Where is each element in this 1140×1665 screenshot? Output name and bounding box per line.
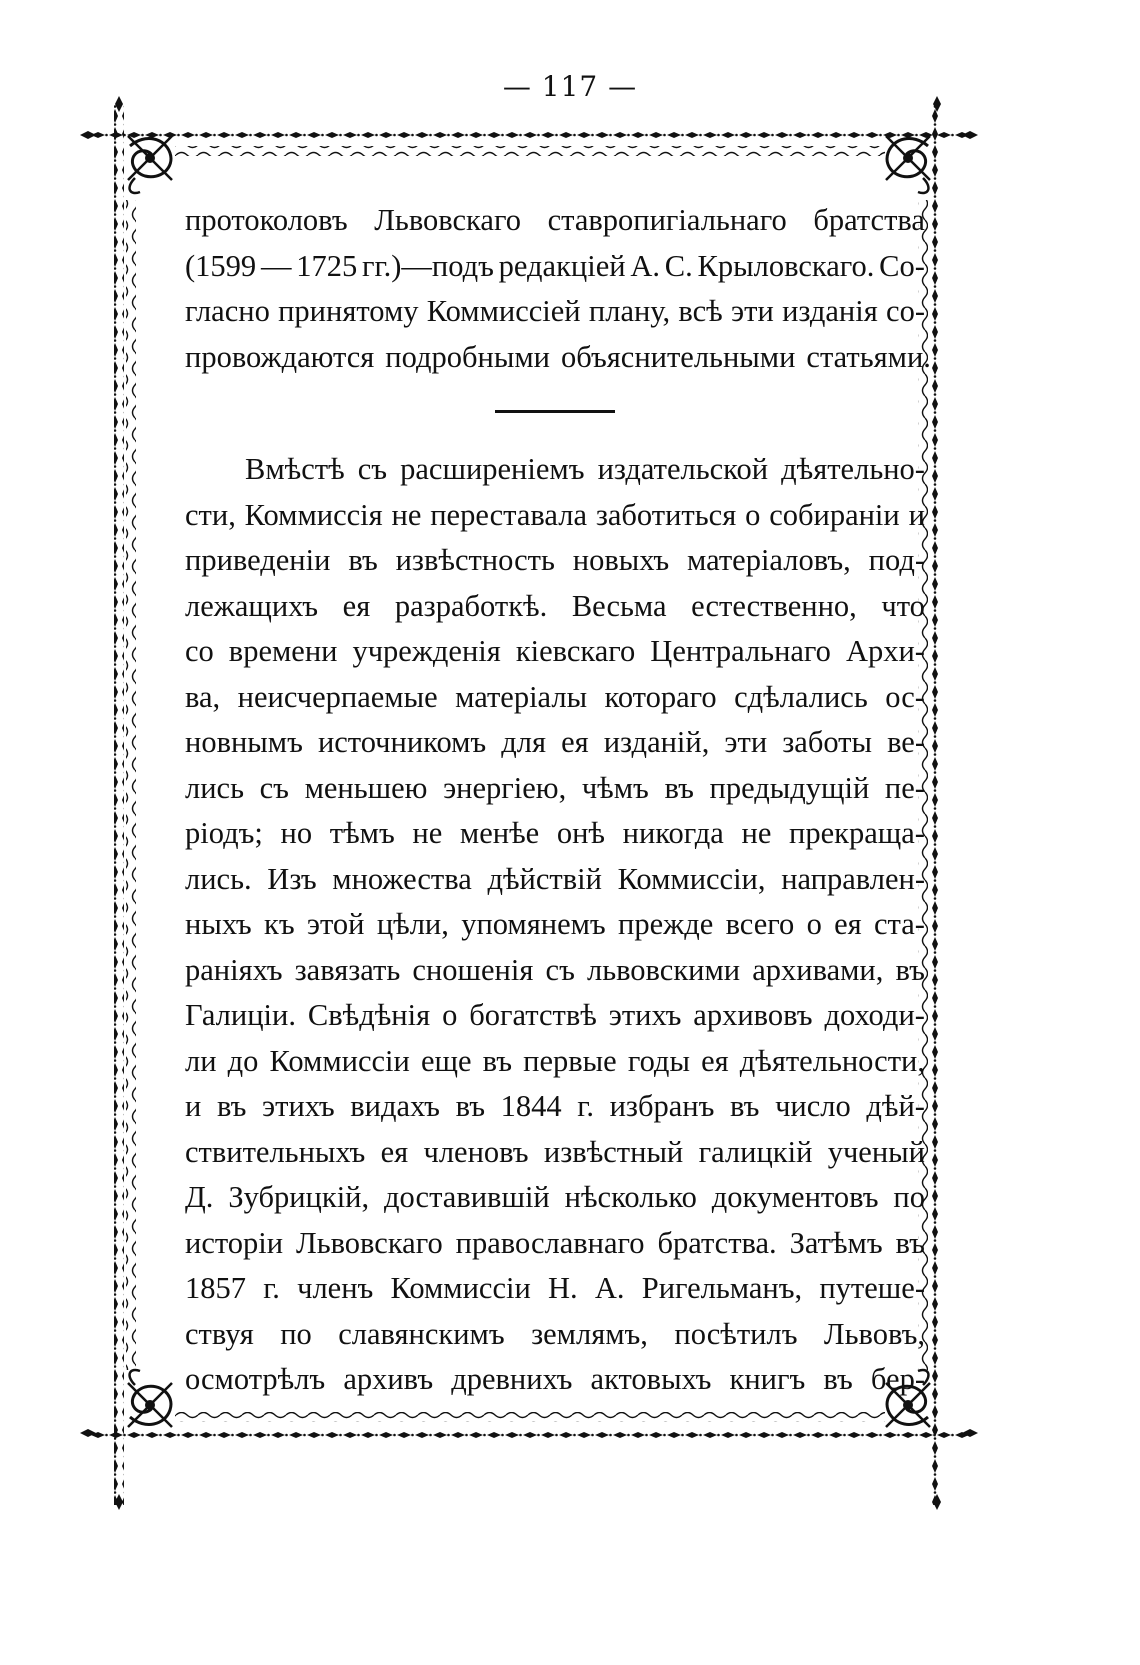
- text-line: [185, 766, 925, 812]
- word: исторіи: [185, 1225, 284, 1260]
- word: Коммиссіей: [426, 294, 581, 328]
- text-line: [185, 1357, 925, 1403]
- top-wave-border: [175, 146, 885, 156]
- word: А.: [594, 1271, 625, 1305]
- word: собираніи: [769, 497, 900, 532]
- word: кіевскаго: [515, 634, 636, 668]
- word: славянскимъ: [338, 1316, 505, 1351]
- word: древнихъ: [451, 1362, 573, 1396]
- word: дѣйствій: [487, 861, 602, 896]
- word: землямъ,: [531, 1316, 648, 1351]
- word: пе-: [884, 770, 925, 805]
- word: ея: [701, 1043, 729, 1078]
- text-line: [185, 720, 925, 766]
- word: Крыловскаго.: [697, 248, 875, 283]
- word: Львовъ,: [823, 1316, 925, 1351]
- text-line: [185, 1266, 925, 1312]
- word: издательской: [597, 452, 769, 486]
- word: братства: [813, 203, 925, 237]
- word: въ: [482, 1043, 513, 1078]
- text-line: [185, 1312, 925, 1358]
- text-line: [185, 675, 925, 721]
- word: 1725: [296, 248, 358, 283]
- word: новыхъ: [572, 543, 670, 577]
- word: Коммиссіи: [269, 1043, 410, 1078]
- word: доставившій: [384, 1180, 550, 1214]
- word: ея: [561, 725, 589, 759]
- word: Коммиссіи: [390, 1271, 531, 1305]
- word: архивами,: [752, 952, 884, 987]
- word: книгъ: [729, 1362, 806, 1396]
- text-line: [185, 811, 925, 857]
- word: (1599: [185, 248, 257, 283]
- text-line: [185, 1221, 925, 1267]
- text-line: [185, 244, 925, 290]
- word: въ: [895, 952, 925, 987]
- text-line: [185, 1039, 925, 1085]
- top-chain-border: [90, 130, 970, 140]
- word: въ: [823, 1362, 853, 1396]
- word: православнаго: [455, 1225, 645, 1260]
- word: разработкѣ.: [394, 588, 548, 623]
- word: членъ: [297, 1271, 374, 1305]
- word: Галиціи.: [185, 998, 296, 1032]
- word: редакціей: [498, 248, 626, 283]
- word: провождаются: [185, 339, 375, 374]
- text-line: [185, 289, 925, 335]
- right-chain-border: [932, 105, 942, 1505]
- word: Зубрицкій,: [228, 1180, 370, 1214]
- word: Изъ: [267, 861, 317, 896]
- word: братства.: [657, 1225, 777, 1260]
- word: Со-: [879, 248, 925, 283]
- word: архивъ: [343, 1362, 434, 1396]
- word: Н.: [548, 1271, 578, 1305]
- word: матеріаловъ,: [687, 543, 851, 577]
- word: принятому: [278, 294, 419, 328]
- word: цѣли,: [376, 907, 449, 941]
- word: по: [280, 1316, 312, 1351]
- left-wave-border: [126, 200, 136, 1370]
- word: съ: [357, 452, 388, 486]
- word: Львовскаго: [296, 1225, 443, 1260]
- word: архивовъ: [693, 998, 813, 1032]
- word: всего: [725, 907, 795, 941]
- word: лежащихъ: [185, 588, 319, 623]
- text-line: [185, 584, 925, 630]
- word: предыдущій: [709, 770, 870, 805]
- word: —: [260, 248, 292, 283]
- text-line: [185, 948, 925, 994]
- word: годы: [627, 1043, 690, 1078]
- word: сдѣлались: [734, 679, 868, 714]
- word: до: [227, 1043, 259, 1078]
- word: объяснительными: [560, 339, 796, 374]
- word: меньшею: [304, 770, 428, 805]
- word: дѣй-: [866, 1089, 925, 1123]
- word: Д.: [185, 1180, 214, 1214]
- word: что: [881, 588, 925, 623]
- word: и: [185, 1089, 202, 1123]
- word: Вмѣстѣ: [245, 452, 345, 486]
- word: бер-: [870, 1362, 925, 1396]
- word: но: [280, 816, 313, 850]
- word: лись.: [185, 861, 252, 896]
- word: заботы: [782, 725, 873, 759]
- text-line: [185, 538, 925, 584]
- word: приведеніи: [185, 543, 331, 577]
- word: актовыхъ: [590, 1362, 712, 1396]
- word: неисчерпаемые: [237, 679, 438, 714]
- word: Весьма: [571, 588, 667, 623]
- word: ея: [834, 907, 862, 941]
- word: С.: [664, 248, 693, 283]
- word: львовскими: [586, 952, 741, 987]
- word: этихъ: [262, 1089, 335, 1123]
- word: изданій,: [603, 725, 710, 759]
- word: ве-: [887, 725, 925, 759]
- word: Коммиссіи,: [617, 861, 766, 896]
- word: упомянемъ: [461, 907, 606, 941]
- word: 1857: [185, 1271, 246, 1305]
- word: Архи-: [845, 634, 925, 668]
- word: Львовскаго: [374, 203, 521, 237]
- word: ствуя: [185, 1316, 254, 1351]
- bottom-wave-border: [175, 1412, 885, 1422]
- text-line: [185, 993, 925, 1039]
- word: источникомъ: [317, 725, 487, 759]
- word: протоколовъ: [185, 203, 348, 237]
- word: заботиться: [595, 497, 737, 532]
- word: видахъ: [350, 1089, 440, 1123]
- word: число: [775, 1089, 851, 1123]
- word: г.: [577, 1089, 594, 1123]
- word: въ: [895, 1225, 925, 1260]
- word: дѣятельности,: [739, 1043, 925, 1078]
- word: направлен-: [781, 861, 925, 896]
- word: ріодъ;: [185, 816, 263, 850]
- word: котораго: [604, 679, 717, 714]
- word: ея: [342, 588, 371, 623]
- word: раніяхъ: [185, 952, 283, 987]
- word: подробными: [385, 339, 550, 374]
- word: не: [412, 816, 443, 850]
- word: матеріалы: [455, 679, 588, 714]
- word: онѣ: [556, 816, 605, 850]
- word: ос-: [885, 679, 925, 714]
- word: Центральнаго: [650, 634, 831, 668]
- word: богатствѣ: [469, 998, 597, 1032]
- word: извѣстный: [543, 1134, 684, 1169]
- text-line: [185, 493, 925, 539]
- word: под-: [868, 543, 925, 577]
- paragraph-1: [185, 198, 931, 380]
- word: сношенія: [412, 952, 534, 987]
- word: расширеніемъ: [400, 452, 585, 486]
- word: ныхъ: [185, 907, 252, 941]
- text-line: [185, 1175, 925, 1221]
- word: прежде: [618, 907, 714, 941]
- word: ва,: [185, 679, 221, 714]
- word: Свѣдѣнія: [307, 998, 431, 1032]
- word: осмотрѣлъ: [185, 1362, 326, 1396]
- word: этой: [306, 907, 365, 941]
- word: со-: [886, 294, 925, 328]
- text-line: [185, 857, 925, 903]
- word: ея: [380, 1134, 409, 1169]
- word: ли: [185, 1043, 217, 1078]
- word: энергіею,: [443, 770, 567, 805]
- word: документовъ: [711, 1180, 879, 1214]
- word: этихъ: [608, 998, 682, 1032]
- text-line: [185, 335, 931, 381]
- text-line: [185, 1084, 925, 1130]
- word: завязать: [294, 952, 401, 987]
- word: членовъ: [423, 1134, 529, 1169]
- word: о: [442, 998, 458, 1032]
- word: для: [501, 725, 547, 759]
- corner-ornament-top-left: [128, 136, 172, 193]
- word: лись: [185, 770, 244, 805]
- word: къ: [264, 907, 295, 941]
- word: не: [741, 816, 772, 850]
- word: галицкій: [698, 1134, 813, 1169]
- page-number: — 117 —: [502, 70, 638, 103]
- word: еще: [420, 1043, 472, 1078]
- word: чѣмъ: [581, 770, 649, 805]
- word: со: [185, 634, 214, 668]
- text-line: [185, 629, 925, 675]
- text-line: [185, 447, 925, 493]
- word: всѣ: [678, 294, 723, 328]
- word: Затѣмъ: [789, 1225, 883, 1260]
- word: Коммиссія: [244, 497, 383, 532]
- word: о: [745, 497, 761, 532]
- word: учрежденія: [352, 634, 501, 668]
- word: прекраща-: [789, 816, 925, 850]
- word: ученый: [827, 1134, 925, 1169]
- word: въ: [216, 1089, 247, 1123]
- corner-ornament-bottom-left: [128, 1370, 172, 1427]
- word: избранъ: [609, 1089, 715, 1123]
- text-line: [185, 198, 925, 244]
- word: не: [391, 497, 422, 532]
- bottom-chain-border: [90, 1428, 970, 1438]
- word: естественно,: [691, 588, 857, 623]
- word: съ: [259, 770, 289, 805]
- word: первые: [523, 1043, 617, 1078]
- word: доходи-: [824, 998, 925, 1032]
- word: дѣятельно-: [781, 452, 925, 486]
- word: менѣе: [459, 816, 540, 850]
- section-separator: [495, 410, 615, 413]
- left-chain-border: [114, 105, 124, 1505]
- word: гласно: [185, 294, 270, 328]
- word: ставропигіальнаго: [547, 203, 787, 237]
- word: извѣстность: [395, 543, 555, 577]
- word: эти: [731, 294, 774, 328]
- word: по: [893, 1180, 925, 1214]
- word: гг.)—подъ: [362, 248, 494, 283]
- word: путеше-: [819, 1271, 925, 1305]
- corner-ornament-top-right: [886, 136, 930, 193]
- word: ствительныхъ: [185, 1134, 366, 1169]
- word: эти: [724, 725, 768, 759]
- word: и: [908, 497, 925, 532]
- word: времени: [228, 634, 338, 668]
- word: о: [806, 907, 822, 941]
- word: Ригельманъ,: [641, 1271, 803, 1305]
- word: 1844: [500, 1089, 562, 1123]
- word: въ: [348, 543, 378, 577]
- word: ста-: [874, 907, 925, 941]
- word: А.: [630, 248, 661, 283]
- word: въ: [664, 770, 694, 805]
- text-line: [185, 1130, 925, 1176]
- word: переставала: [430, 497, 587, 532]
- body-text: [185, 198, 931, 1403]
- text-line: [185, 902, 925, 948]
- word: въ: [455, 1089, 485, 1123]
- word: плану,: [588, 294, 671, 328]
- word: посѣтилъ: [674, 1316, 798, 1351]
- paragraph-2: [185, 447, 925, 1403]
- word: тѣмъ: [329, 816, 395, 850]
- word: въ: [730, 1089, 760, 1123]
- word: новнымъ: [185, 725, 303, 759]
- word: множества: [332, 861, 472, 896]
- word: изданія: [782, 294, 878, 328]
- word: съ: [545, 952, 575, 987]
- word: сти,: [185, 497, 236, 532]
- word: г.: [263, 1271, 280, 1305]
- word: статьями.: [806, 339, 931, 374]
- word: нѣсколько: [564, 1180, 697, 1214]
- word: никогда: [622, 816, 724, 850]
